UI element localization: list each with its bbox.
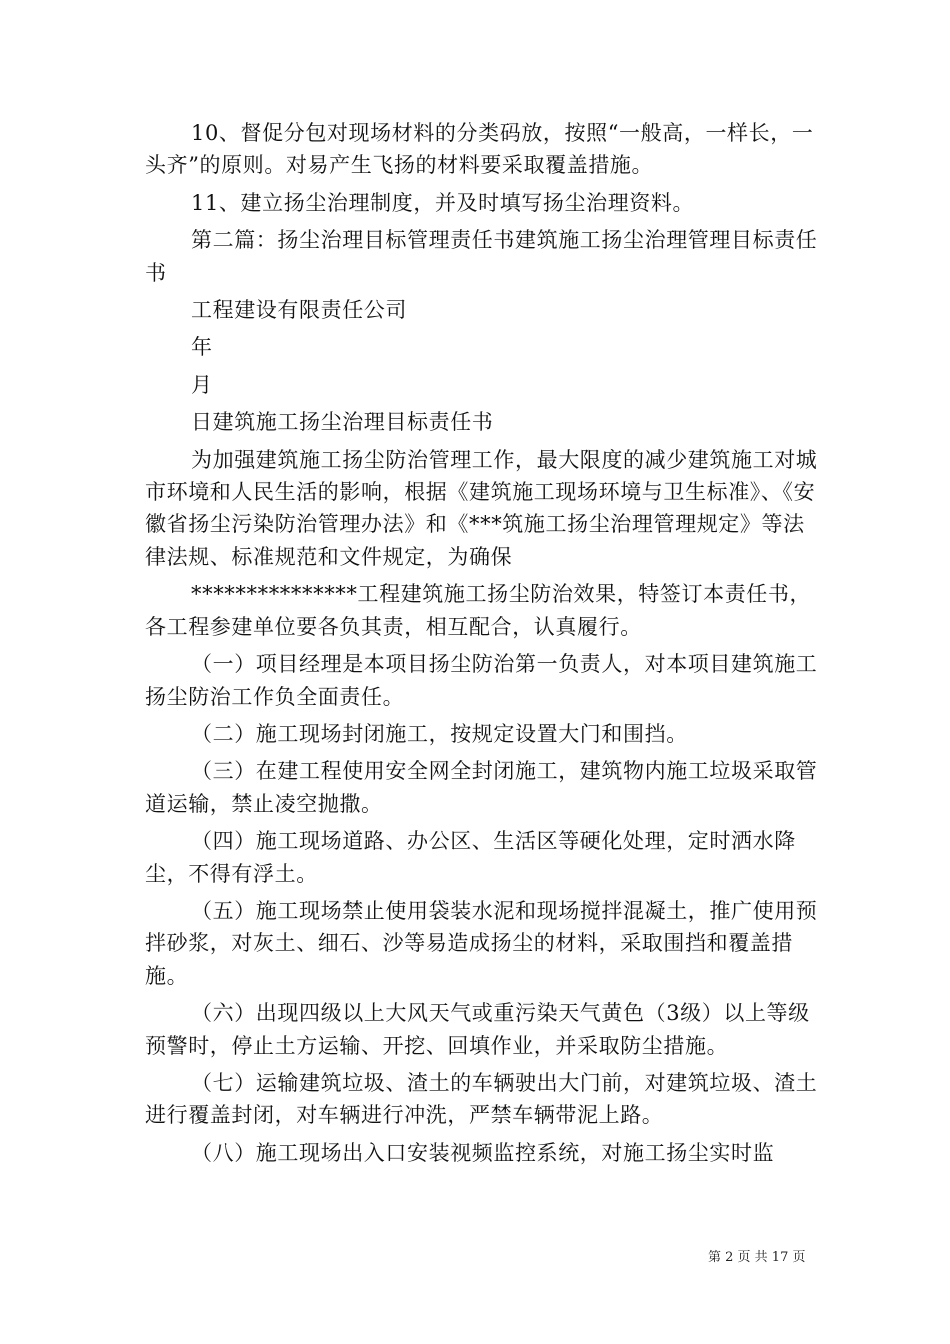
clause-5: （五）施工现场禁止使用袋装水泥和现场搅拌混凝土，推广使用预拌砂浆，对灰土、细石、沙等易造成扬尘的材料，采取围挡和覆盖措施。	[145, 898, 818, 988]
clause-7: （七）运输建筑垃圾、渣土的车辆驶出大门前，对建筑垃圾、渣土进行覆盖封闭，对车辆进行冲洗，严禁车辆带泥上路。	[145, 1070, 818, 1128]
document-heading: 日建筑施工扬尘治理目标责任书	[191, 410, 494, 435]
clause-6: （六）出现四级以上大风天气或重污染天气黄色（3级）以上等级预警时，停止土方运输、开挖、回填作业，并采取防尘措施。	[145, 1001, 810, 1058]
clause-1: （一）项目经理是本项目扬尘防治第一负责人，对本项目建筑施工扬尘防治工作负全面责任。	[145, 652, 818, 709]
clause-4: （四）施工现场道路、办公区、生活区等硬化处理，定时洒水降尘，不得有浮土。	[145, 829, 796, 886]
company-name: 工程建设有限责任公司	[191, 298, 407, 323]
clause-2: （二）施工现场封闭施工，按规定设置大门和围挡。	[191, 721, 688, 746]
clause-3: （三）在建工程使用安全网全封闭施工，建筑物内施工垃圾采取管道运输，禁止凌空抛撒。	[145, 759, 818, 816]
intro-paragraph: 为加强建筑施工扬尘防治管理工作，最大限度的减少建筑施工对城市环境和人民生活的影响，根据《建筑施工现场环境与卫生标准》、《安徽省扬尘污染防治管理办法》和《***筑施工扬尘治理管理规定》等法律法规、标准规范和文件规定，为确保	[145, 447, 818, 569]
document-body	[145, 117, 825, 1169]
clause-8: （八）施工现场出入口安装视频监控系统，对施工扬尘实时监	[191, 1140, 775, 1165]
section-title: 第二篇：扬尘治理目标管理责任书建筑施工扬尘治理管理目标责任书	[145, 228, 818, 285]
intro-paragraph-continued: ***************工程建筑施工扬尘防治效果，特签订本责任书，各工程参建单位要各负其责，相互配合，认真履行。	[145, 582, 812, 639]
date-month: 月	[191, 372, 213, 397]
paragraph-item-10: 10、督促分包对现场材料的分类码放，按照“一般高，一样长，一头齐”的原则。对易产生飞扬的材料要采取覆盖措施。	[145, 121, 814, 178]
page-number-footer: 第 2 页 共 17 页	[708, 1250, 806, 1265]
date-year: 年	[191, 335, 213, 360]
paragraph-item-11: 11、建立扬尘治理制度，并及时填写扬尘治理资料。	[191, 190, 695, 215]
